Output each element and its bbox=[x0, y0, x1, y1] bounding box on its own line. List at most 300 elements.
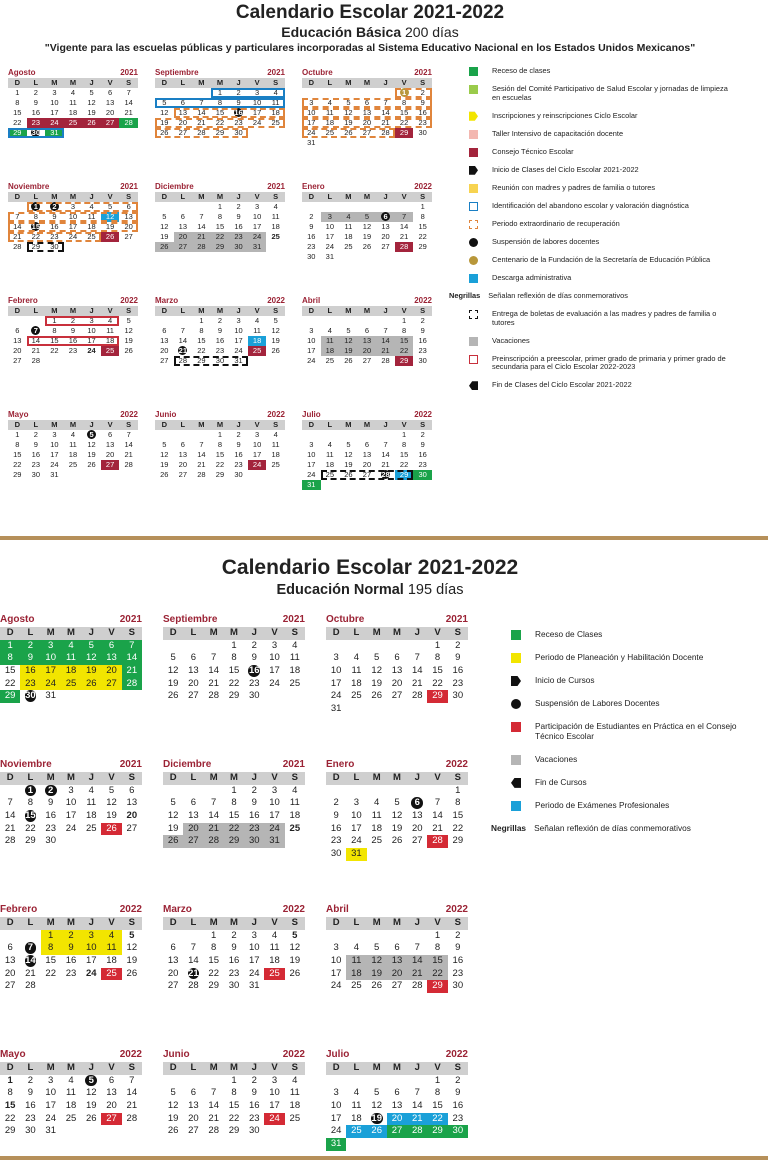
day-cell: 23 bbox=[234, 118, 243, 127]
weekday-label: M bbox=[51, 78, 58, 87]
legend-item bbox=[463, 220, 738, 229]
day-cell: 8 bbox=[434, 652, 441, 664]
day-cell: 7 bbox=[395, 212, 414, 222]
day-cell: 7 bbox=[126, 430, 131, 439]
day-cell: 8 bbox=[15, 98, 20, 107]
weekday-header bbox=[155, 420, 285, 430]
day-cell: 27 bbox=[101, 1113, 121, 1126]
normal-month-septiembre bbox=[163, 614, 305, 703]
day-cell: 7 bbox=[414, 1087, 420, 1099]
weekday-label: M bbox=[393, 627, 401, 638]
empty-cell bbox=[387, 1075, 407, 1088]
empty-cell bbox=[155, 88, 174, 98]
day-cell: 22 bbox=[50, 346, 59, 355]
legend-swatch-icon bbox=[469, 184, 478, 193]
day-cell: 17 bbox=[252, 450, 262, 459]
legend-text: Inicio de Cursos bbox=[535, 675, 595, 685]
month-name: Mayo bbox=[8, 410, 29, 419]
day-cell: 13 bbox=[391, 665, 403, 677]
day-cell: 10 bbox=[325, 222, 335, 231]
day-cell: 26 bbox=[82, 118, 101, 128]
weekday-label: J bbox=[383, 306, 388, 315]
weekday-label: M bbox=[209, 1062, 218, 1073]
weekday-label: J bbox=[383, 78, 388, 87]
day-cell: 4 bbox=[70, 430, 76, 439]
day-cell bbox=[20, 690, 40, 703]
normal-subtitle bbox=[0, 582, 740, 598]
legend-label bbox=[535, 699, 660, 709]
legend-swatch-icon bbox=[511, 699, 521, 709]
weekday-label: M bbox=[345, 420, 352, 429]
day-cell: 2 bbox=[455, 639, 461, 651]
day-cell: 12 bbox=[126, 942, 138, 954]
day-cell: 19 bbox=[167, 1112, 179, 1124]
day-cell: 16 bbox=[452, 1100, 464, 1112]
legend-item bbox=[505, 778, 755, 788]
day-cell: 25 bbox=[61, 678, 81, 691]
day-cell: 6 bbox=[7, 942, 13, 954]
day-cell: 22 bbox=[13, 460, 22, 469]
day-cell: 23 bbox=[248, 1112, 260, 1124]
day-cell: 23 bbox=[234, 460, 243, 469]
day-cell: 23 bbox=[68, 346, 78, 355]
legend-text: Descarga administrativa bbox=[492, 272, 572, 282]
empty-cell bbox=[0, 930, 20, 943]
day-cell: 18 bbox=[271, 222, 280, 231]
weekday-label: M bbox=[46, 1062, 55, 1073]
day-cell: 26 bbox=[101, 823, 121, 836]
day-cell: 13 bbox=[188, 810, 199, 822]
day-cell: 15 bbox=[228, 665, 240, 677]
day-cell: 16 bbox=[25, 1100, 36, 1112]
normal-month-febrero bbox=[0, 904, 142, 993]
weekday-label: D bbox=[332, 772, 340, 783]
day-marker: 1 bbox=[31, 202, 40, 211]
day-cell: 2 bbox=[236, 430, 241, 439]
day-cell: 22 bbox=[399, 118, 409, 127]
day-cell: 28 bbox=[208, 1125, 219, 1137]
day-cell: 2 bbox=[455, 929, 461, 941]
legend-text: Vacaciones bbox=[492, 335, 530, 345]
empty-cell bbox=[321, 316, 340, 326]
day-cell: 10 bbox=[50, 440, 59, 449]
basica-month-marzo bbox=[155, 296, 285, 366]
day-cell: 22 bbox=[208, 967, 219, 979]
day-cell: 16 bbox=[68, 336, 78, 345]
normal-month-enero bbox=[326, 759, 468, 861]
day-cell: 5 bbox=[374, 652, 380, 664]
legend-text: Inicio de Clases del Ciclo Escolar 2021-2022 bbox=[492, 164, 639, 174]
month-year: 2022 bbox=[414, 182, 432, 191]
day-cell: 6 bbox=[394, 652, 400, 664]
day-cell: 15 bbox=[4, 665, 16, 677]
day-cell: 30 bbox=[448, 1125, 468, 1138]
day-cell: 21 bbox=[13, 232, 22, 241]
weekday-label: L bbox=[180, 306, 186, 315]
day-cell: 15 bbox=[427, 955, 447, 968]
day-cell: 10 bbox=[330, 665, 342, 677]
day-cell: 22 bbox=[215, 118, 225, 127]
day-cell: 18 bbox=[61, 665, 81, 678]
day-cell: 21 bbox=[407, 1113, 427, 1126]
day-cell: 12 bbox=[124, 326, 133, 335]
days-grid bbox=[163, 930, 305, 993]
day-cell: 7 bbox=[383, 326, 388, 335]
weekday-label: S bbox=[291, 772, 298, 783]
day-cell: 3 bbox=[309, 98, 314, 107]
day-cell: 9 bbox=[231, 942, 237, 954]
day-cell: 4 bbox=[292, 784, 298, 796]
day-cell: 31 bbox=[45, 128, 64, 138]
normal-month-marzo bbox=[163, 904, 305, 993]
day-cell: 4 bbox=[327, 440, 332, 449]
legend-item bbox=[505, 653, 755, 663]
day-cell: 31 bbox=[330, 703, 342, 715]
day-cell: 23 bbox=[50, 232, 59, 241]
day-cell: 16 bbox=[65, 955, 77, 967]
weekday-label: L bbox=[27, 627, 34, 638]
weekday-label: M bbox=[51, 306, 58, 315]
weekday-label: J bbox=[88, 627, 94, 638]
day-cell: 20 bbox=[381, 232, 390, 241]
day-cell: 23 bbox=[248, 677, 260, 689]
day-cell: 8 bbox=[15, 440, 20, 449]
weekday-label: D bbox=[161, 78, 167, 87]
legend-swatch-icon bbox=[469, 148, 478, 157]
month-name: Julio bbox=[302, 410, 321, 419]
day-cell: 6 bbox=[394, 1087, 400, 1099]
day-cell: 30 bbox=[248, 1125, 260, 1137]
day-cell: 29 bbox=[395, 470, 414, 480]
day-cell: 5 bbox=[162, 98, 167, 107]
empty-cell bbox=[204, 640, 224, 653]
weekday-label: L bbox=[27, 772, 34, 783]
day-cell: 20 bbox=[387, 1113, 407, 1126]
weekday-label: L bbox=[33, 192, 39, 201]
empty-cell bbox=[326, 785, 346, 798]
day-cell: 30 bbox=[452, 980, 464, 992]
empty-cell bbox=[321, 202, 340, 212]
day-cell: 28 bbox=[381, 128, 390, 137]
day-cell: 26 bbox=[289, 967, 301, 979]
weekday-label: V bbox=[434, 627, 441, 638]
normal-month-octubre bbox=[326, 614, 468, 716]
day-cell: 31 bbox=[248, 980, 260, 992]
month-header bbox=[326, 1049, 468, 1062]
day-cell: 4 bbox=[327, 326, 332, 335]
day-cell: 10 bbox=[234, 326, 243, 335]
day-cell: 27 bbox=[362, 470, 372, 479]
day-cell: 28 bbox=[197, 470, 206, 479]
day-cell: 21 bbox=[192, 232, 211, 242]
weekday-label: M bbox=[230, 627, 238, 638]
day-cell bbox=[367, 1113, 387, 1126]
day-cell: 27 bbox=[362, 128, 372, 137]
day-cell: 4 bbox=[88, 784, 94, 796]
day-cell: 26 bbox=[344, 470, 353, 479]
day-cell: 18 bbox=[248, 336, 267, 346]
day-cell: 11 bbox=[325, 450, 334, 459]
day-cell: 24 bbox=[234, 346, 243, 355]
weekday-label: M bbox=[393, 1062, 401, 1073]
day-cell: 27 bbox=[160, 356, 169, 365]
day-cell: 25 bbox=[65, 1112, 77, 1124]
day-cell: 24 bbox=[45, 118, 64, 128]
day-cell: 29 bbox=[427, 1125, 447, 1138]
day-cell: 26 bbox=[81, 678, 101, 691]
legend-swatch-icon bbox=[511, 630, 521, 640]
day-cell: 22 bbox=[4, 677, 16, 689]
weekday-label: L bbox=[27, 917, 34, 928]
legend-label bbox=[492, 112, 637, 121]
day-cell: 7 bbox=[126, 88, 131, 97]
day-cell: 29 bbox=[4, 1125, 16, 1137]
empty-cell bbox=[367, 785, 387, 798]
day-cell: 5 bbox=[346, 440, 351, 449]
day-cell: 9 bbox=[70, 326, 76, 335]
day-cell: 17 bbox=[50, 450, 59, 459]
day-cell: 31 bbox=[45, 690, 56, 702]
day-cell: 9 bbox=[420, 326, 425, 335]
weekday-label: J bbox=[236, 306, 241, 315]
weekday-label: J bbox=[251, 627, 257, 638]
day-cell: 1 bbox=[434, 1074, 441, 1086]
day-cell: 26 bbox=[344, 356, 353, 365]
weekday-header bbox=[155, 306, 285, 316]
day-cell: 21 bbox=[197, 118, 206, 127]
day-cell: 14 bbox=[124, 440, 133, 449]
day-cell: 2 bbox=[251, 784, 257, 796]
weekday-label: J bbox=[414, 1062, 420, 1073]
month-name: Junio bbox=[155, 410, 177, 419]
day-cell: 3 bbox=[251, 929, 257, 941]
day-cell: 19 bbox=[167, 822, 179, 834]
day-cell: 13 bbox=[381, 222, 390, 231]
legend-swatch-icon bbox=[469, 85, 478, 94]
day-cell: 3 bbox=[309, 440, 314, 449]
empty-cell bbox=[407, 1075, 427, 1088]
day-cell: 24 bbox=[41, 678, 61, 691]
day-cell: 14 bbox=[208, 1100, 219, 1112]
day-cell: 6 bbox=[364, 440, 370, 449]
weekday-label: L bbox=[33, 306, 39, 315]
month-year: 2021 bbox=[282, 614, 305, 625]
day-cell: 8 bbox=[27, 797, 34, 809]
day-cell: 29 bbox=[0, 690, 20, 703]
day-cell: 3 bbox=[333, 652, 339, 664]
legend-swatch-icon bbox=[469, 256, 478, 265]
month-header bbox=[163, 904, 305, 917]
days-grid bbox=[163, 640, 305, 703]
day-cell: 4 bbox=[353, 652, 360, 664]
weekday-label: S bbox=[126, 78, 132, 87]
day-cell: 29 bbox=[215, 128, 225, 137]
day-cell: 18 bbox=[87, 222, 96, 231]
day-cell: 21 bbox=[381, 460, 390, 469]
legend-swatch-icon bbox=[511, 778, 521, 788]
weekday-label: V bbox=[271, 1062, 278, 1073]
legend-item bbox=[463, 148, 738, 157]
day-marker: 6 bbox=[411, 797, 423, 809]
empty-cell bbox=[174, 430, 193, 440]
month-header bbox=[155, 182, 285, 192]
days-grid bbox=[155, 430, 285, 480]
day-cell bbox=[20, 810, 40, 823]
weekday-label: M bbox=[216, 192, 224, 201]
day-cell: 15 bbox=[228, 810, 240, 822]
day-cell: 31 bbox=[307, 138, 316, 147]
day-cell: 12 bbox=[160, 222, 169, 231]
day-cell: 13 bbox=[362, 450, 372, 459]
legend-text: Suspensión de labores docentes bbox=[492, 236, 600, 246]
day-cell: 14 bbox=[188, 955, 199, 967]
weekday-header bbox=[326, 917, 468, 930]
weekday-header bbox=[163, 772, 305, 785]
day-cell: 12 bbox=[344, 108, 353, 117]
day-cell: 19 bbox=[367, 968, 387, 981]
day-cell: 22 bbox=[45, 967, 56, 979]
day-cell: 2 bbox=[420, 88, 425, 97]
day-cell: 21 bbox=[124, 450, 133, 459]
day-cell: 3 bbox=[353, 797, 360, 809]
day-cell: 19 bbox=[271, 336, 280, 345]
month-year: 2022 bbox=[119, 1049, 142, 1060]
empty-cell bbox=[183, 930, 203, 943]
day-cell: 9 bbox=[455, 652, 461, 664]
day-cell: 23 bbox=[25, 1112, 36, 1124]
day-cell: 17 bbox=[68, 222, 78, 231]
normal-month-agosto bbox=[0, 614, 142, 703]
legend-text: Reunión con madres y padres de familia o tutores bbox=[492, 182, 656, 192]
day-cell: 12 bbox=[106, 797, 117, 809]
day-cell: 16 bbox=[418, 450, 427, 459]
day-cell: 8 bbox=[199, 326, 204, 335]
legend-item bbox=[505, 722, 755, 742]
day-cell: 27 bbox=[188, 690, 199, 702]
days-grid bbox=[8, 202, 138, 252]
empty-cell bbox=[367, 640, 387, 653]
legend-label bbox=[492, 381, 632, 390]
weekday-label: V bbox=[107, 420, 113, 429]
day-cell: 22 bbox=[395, 346, 414, 356]
day-cell: 25 bbox=[289, 1112, 301, 1124]
weekday-label: M bbox=[345, 192, 352, 201]
day-cell: 20 bbox=[124, 222, 133, 231]
weekday-label: M bbox=[363, 420, 371, 429]
legend-item bbox=[505, 755, 755, 765]
day-cell: 11 bbox=[351, 1100, 362, 1112]
day-cell: 25 bbox=[289, 822, 301, 834]
weekday-header bbox=[302, 420, 432, 430]
day-cell: 21 bbox=[197, 460, 206, 469]
empty-cell bbox=[192, 430, 211, 440]
weekday-label: M bbox=[230, 772, 238, 783]
basica-month-diciembre bbox=[155, 182, 285, 252]
day-cell: 5 bbox=[108, 202, 113, 211]
day-cell: 10 bbox=[351, 810, 362, 822]
day-cell: 7 bbox=[211, 1087, 217, 1099]
empty-cell bbox=[358, 202, 377, 212]
weekday-label: S bbox=[420, 192, 426, 201]
legend-label bbox=[492, 130, 623, 139]
weekday-label: S bbox=[126, 306, 132, 315]
day-cell: 6 bbox=[126, 202, 131, 211]
day-cell: 19 bbox=[167, 677, 179, 689]
empty-cell bbox=[339, 88, 358, 98]
day-cell: 15 bbox=[215, 222, 225, 231]
day-cell: 9 bbox=[251, 1087, 257, 1099]
day-cell: 20 bbox=[4, 967, 16, 979]
day-cell: 24 bbox=[330, 1125, 342, 1137]
month-name: Febrero bbox=[0, 904, 38, 915]
empty-cell bbox=[387, 640, 407, 653]
day-cell: 5 bbox=[89, 88, 94, 97]
day-cell: 7 bbox=[190, 942, 197, 954]
day-cell: 25 bbox=[325, 356, 335, 365]
weekday-label: D bbox=[308, 306, 314, 315]
day-cell: 15 bbox=[45, 955, 56, 967]
day-cell: 23 bbox=[215, 346, 225, 355]
weekday-label: L bbox=[190, 1062, 197, 1073]
day-cell: 24 bbox=[330, 690, 342, 702]
weekday-label: L bbox=[353, 772, 360, 783]
weekday-label: M bbox=[198, 78, 205, 87]
weekday-label: M bbox=[372, 1062, 381, 1073]
day-cell: 25 bbox=[351, 690, 362, 702]
weekday-label: L bbox=[327, 78, 333, 87]
empty-cell bbox=[8, 202, 27, 212]
day-cell: 26 bbox=[160, 128, 169, 137]
day-cell: 28 bbox=[407, 1125, 427, 1138]
legend-text: Vacaciones bbox=[535, 753, 578, 764]
day-cell: 30 bbox=[229, 242, 248, 252]
month-year: 2022 bbox=[414, 296, 432, 305]
weekday-label: L bbox=[327, 420, 333, 429]
weekday-label: L bbox=[327, 192, 333, 201]
legend-item bbox=[491, 822, 755, 834]
day-cell: 6 bbox=[15, 326, 20, 335]
day-cell: 22 bbox=[4, 1112, 16, 1124]
day-cell: 20 bbox=[160, 346, 169, 355]
day-cell: 3 bbox=[255, 430, 260, 439]
day-cell: 18 bbox=[351, 1112, 362, 1124]
day-cell bbox=[27, 326, 46, 336]
empty-cell bbox=[376, 88, 395, 98]
legend-label bbox=[492, 220, 620, 229]
day-cell: 16 bbox=[330, 822, 342, 834]
day-cell: 20 bbox=[126, 810, 138, 822]
day-marker: 28 bbox=[381, 470, 390, 479]
day-cell: 19 bbox=[124, 336, 133, 345]
weekday-label: L bbox=[327, 306, 333, 315]
day-cell: 12 bbox=[85, 1087, 97, 1099]
day-marker: 2 bbox=[50, 202, 59, 211]
day-cell: 24 bbox=[248, 967, 260, 979]
weekday-label: D bbox=[332, 917, 340, 928]
day-cell: 15 bbox=[395, 336, 414, 346]
day-cell: 29 bbox=[418, 242, 427, 251]
day-cell: 3 bbox=[333, 942, 339, 954]
day-cell: 24 bbox=[248, 460, 267, 470]
day-cell: 19 bbox=[87, 450, 96, 459]
weekday-label: J bbox=[251, 1062, 257, 1073]
month-name: Septiembre bbox=[155, 68, 199, 77]
day-cell: 7 bbox=[383, 98, 388, 107]
day-cell: 16 bbox=[307, 232, 316, 241]
day-cell: 29 bbox=[197, 356, 206, 365]
legend-label bbox=[535, 653, 703, 663]
day-cell: 18 bbox=[65, 1100, 77, 1112]
